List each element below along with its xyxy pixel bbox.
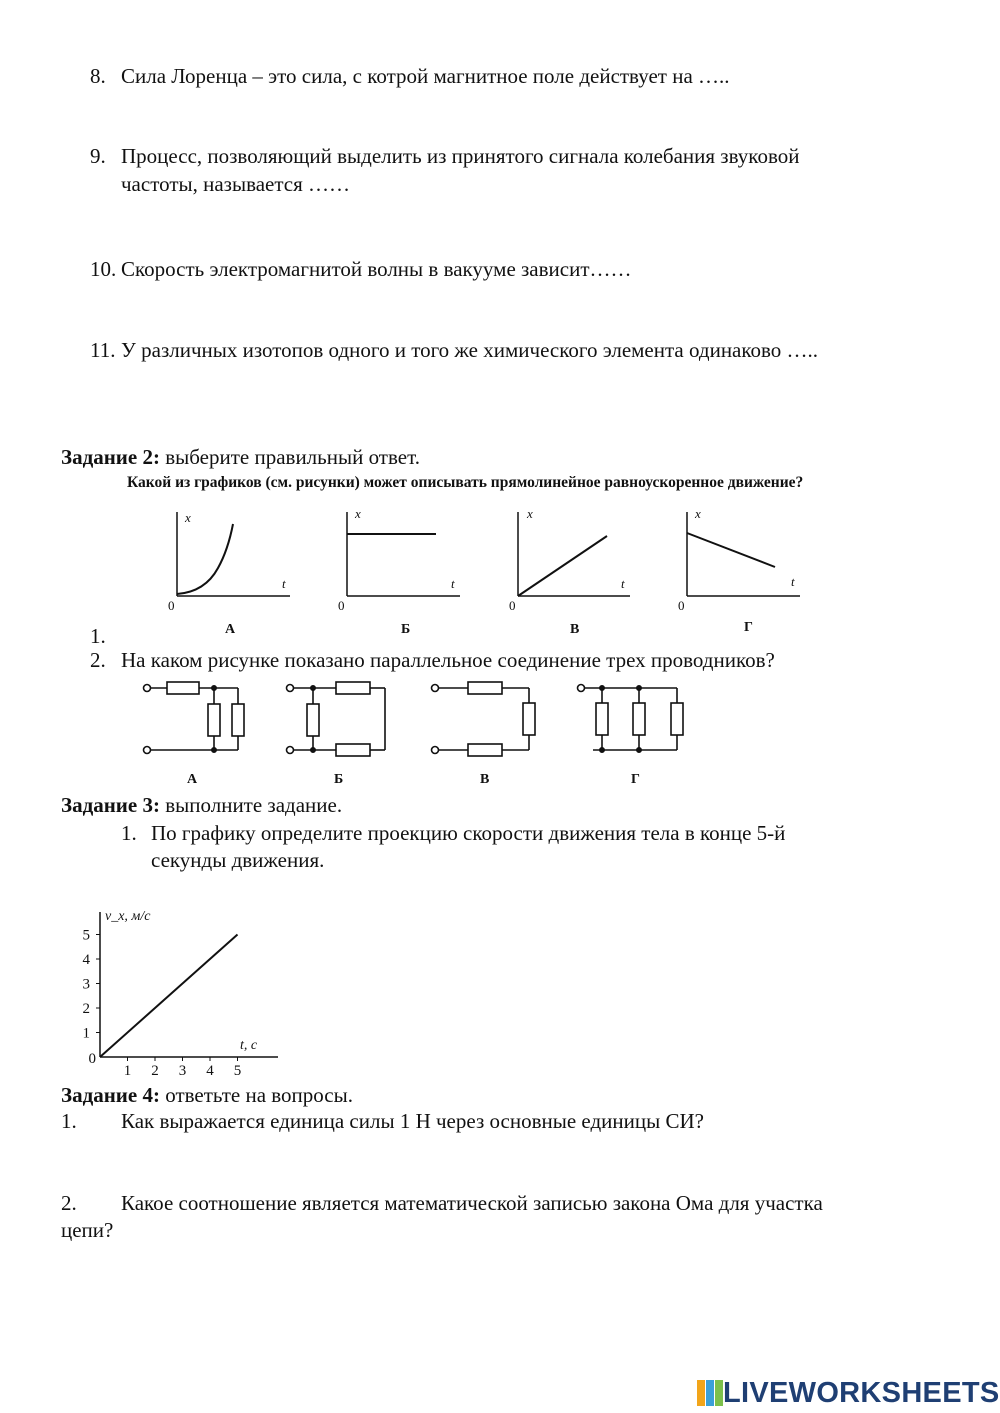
resistor	[208, 704, 220, 736]
circuit-a[interactable]	[144, 682, 245, 754]
axis-label-x: x	[695, 506, 701, 521]
item-number: 1.	[90, 624, 106, 648]
decreasing-line	[687, 533, 775, 567]
x-tick-label: 5	[233, 1063, 242, 1079]
circuits-figure	[130, 675, 710, 790]
x-axis-label: t, c	[240, 1038, 258, 1053]
x-tick-label: 3	[178, 1063, 187, 1079]
y-tick-label: 3	[82, 976, 90, 993]
circuit-letter: Б	[334, 772, 344, 787]
logo-badge-icon	[697, 1380, 723, 1406]
circuits-question: На каком рисунке показано параллельное соединение трех проводников?	[121, 648, 775, 672]
y-tick-label: 5	[82, 927, 90, 944]
task4-question: Как выражается единица силы 1 Н через основные единицы СИ?	[121, 1109, 704, 1133]
task3-heading	[61, 792, 342, 819]
question-number: 9.	[90, 144, 106, 168]
task2-instruction: выберите правильный ответ.	[159, 445, 420, 469]
resistor	[523, 703, 535, 735]
circuit-letter: Г	[631, 772, 640, 787]
axis-label-x: x	[527, 506, 533, 521]
circuit-v[interactable]	[432, 682, 536, 756]
origin-label: 0	[168, 598, 175, 613]
resistor	[468, 744, 502, 756]
origin-label: 0	[509, 598, 516, 613]
logo-text: LIVEWORKSHEETS	[723, 1376, 1000, 1409]
parabola-curve	[177, 524, 233, 594]
y-axis-label: v_x, м/с	[105, 909, 151, 924]
question-number: 1.	[61, 1109, 77, 1133]
graph-a[interactable]	[168, 510, 290, 637]
item-number: 1.	[121, 821, 137, 845]
resistor	[336, 682, 370, 694]
task2-heading	[61, 444, 420, 471]
y-tick-label: 2	[82, 1001, 90, 1017]
liveworksheets-logo[interactable]	[697, 1378, 1000, 1408]
item-number: 2.	[90, 648, 106, 672]
resistor	[468, 682, 502, 694]
task4-question: цепи?	[61, 1218, 114, 1242]
task3-question: По графику определите проекцию скорости движения тела в конце 5-й	[151, 821, 786, 845]
graph-letter: Б	[401, 622, 411, 637]
question-text: частоты, называется ……	[121, 172, 351, 196]
velocity-chart	[60, 900, 290, 1080]
linear-line	[518, 536, 607, 596]
x-tick-label: 4	[206, 1063, 214, 1079]
data-line	[100, 935, 238, 1058]
graph-g[interactable]	[678, 506, 800, 635]
task3-question: секунды движения.	[151, 848, 325, 872]
resistor	[167, 682, 199, 694]
motion-graphs-figure	[150, 500, 830, 640]
resistor	[671, 703, 683, 735]
axis-label-x: x	[185, 510, 191, 525]
axis-label-x: x	[355, 506, 361, 521]
axis-label-t: t	[451, 576, 455, 591]
circuit-letter: А	[187, 772, 198, 787]
circuit-b[interactable]	[287, 682, 386, 756]
task4-instruction: ответьте на вопросы.	[159, 1083, 353, 1107]
terminal	[578, 685, 585, 692]
y-tick-label: 1	[82, 1025, 90, 1042]
graph-letter: В	[570, 622, 580, 637]
x-tick-label: 1	[123, 1063, 132, 1079]
circuit-g[interactable]	[578, 685, 684, 753]
terminal	[287, 747, 294, 754]
graph-v[interactable]	[509, 506, 630, 637]
question-number: 8.	[90, 64, 106, 88]
y-tick-label: 4	[82, 952, 90, 968]
origin-label: 0	[338, 598, 345, 613]
graph-letter: Г	[744, 620, 753, 635]
circuit-letter: В	[480, 772, 490, 787]
terminal	[287, 685, 294, 692]
task4-heading	[61, 1082, 353, 1109]
origin-label: 0	[678, 598, 685, 613]
task2-label: Задание 2:	[61, 445, 160, 469]
origin-label: 0	[88, 1051, 96, 1067]
resistor	[307, 704, 319, 736]
question-number: 11.	[90, 338, 116, 362]
axis-label-t: t	[621, 576, 625, 591]
axis-label-t: t	[282, 576, 286, 591]
task4-label: Задание 4:	[61, 1083, 160, 1107]
question-text: Скорость электромагнитой волны в вакууме зависит……	[121, 257, 632, 281]
task3-instruction: выполните задание.	[159, 793, 343, 817]
terminal	[432, 685, 439, 692]
resistor	[633, 703, 645, 735]
terminal	[144, 747, 151, 754]
terminal	[432, 747, 439, 754]
task3-label: Задание 3:	[61, 793, 160, 817]
graph-letter: А	[225, 622, 236, 637]
terminal	[144, 685, 151, 692]
question-text: Сила Лоренца – это сила, с котрой магнитное поле действует на …..	[121, 64, 730, 88]
graphs-question: Какой из графиков (см. рисунки) может описывать прямолинейное равноускоренное движение?	[127, 474, 804, 491]
question-number: 10.	[90, 257, 117, 281]
axis-label-t: t	[791, 574, 795, 589]
task4-question: Какое соотношение является математической записью закона Ома для участка	[121, 1191, 823, 1215]
question-text: У различных изотопов одного и того же химического элемента одинаково …..	[121, 338, 819, 362]
resistor	[596, 703, 608, 735]
x-tick-label: 2	[151, 1063, 159, 1079]
resistor	[232, 704, 244, 736]
resistor	[336, 744, 370, 756]
question-number: 2.	[61, 1191, 77, 1215]
question-text: Процесс, позволяющий выделить из принятого сигнала колебания звуковой	[121, 144, 800, 168]
graph-b[interactable]	[338, 506, 460, 637]
